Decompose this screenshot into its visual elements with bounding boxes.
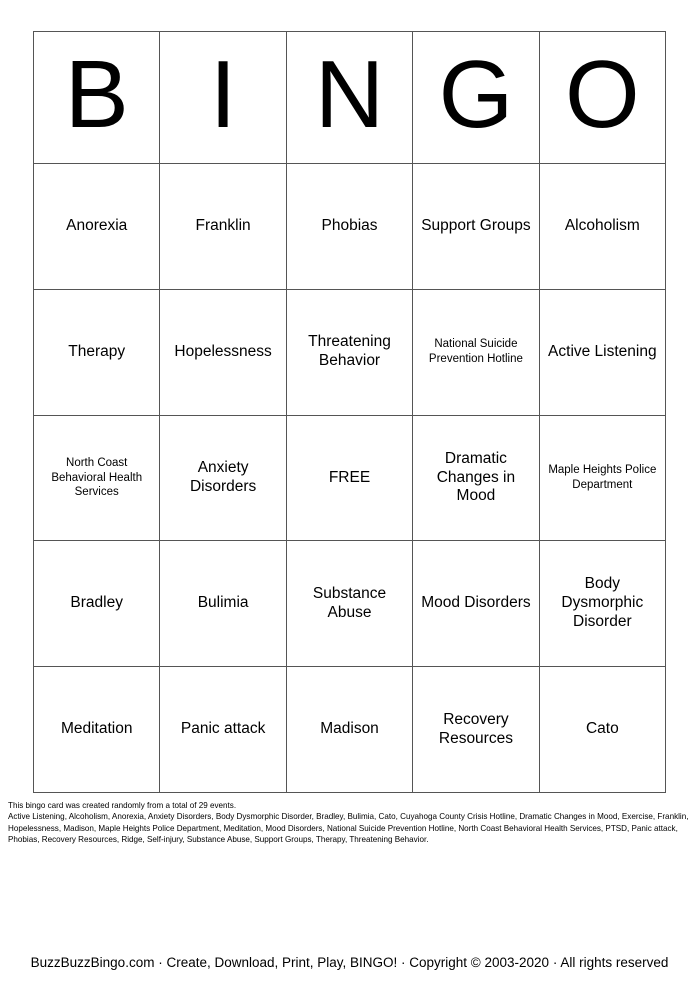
bingo-cell-label: Panic attack [180,720,266,738]
bingo-cell-o2[interactable] [540,290,666,416]
bingo-cell-label: Meditation [60,720,133,738]
bingo-cell-label: Therapy [68,342,126,360]
bingo-cell-b2[interactable] [34,290,160,416]
bingo-row-4 [34,541,666,667]
bingo-cell-b3[interactable] [34,416,160,542]
bingo-cell-label: Phobias [321,216,378,234]
bingo-cell-label: Anorexia [66,216,128,234]
bingo-cell-label: Active Listening [548,342,657,360]
bingo-row-3 [34,416,666,542]
bingo-cell-label: Alcoholism [564,216,640,234]
bingo-row-1 [34,164,666,290]
bingo-cell-label: Bulimia [197,594,249,612]
bingo-cell-n4[interactable] [287,541,413,667]
header-letter-i: I [160,32,286,164]
bingo-grid-body [34,164,666,793]
bingo-cell-label: Mood Disorders [421,594,531,612]
bingo-cell-label: Cato [585,720,619,738]
bingo-header-row [34,32,666,164]
bingo-cell-g3[interactable] [413,416,539,542]
bingo-card [33,31,666,793]
header-letter-n: N [287,32,413,164]
bingo-cell-label: North Coast Behavioral Health Services [51,456,143,499]
bingo-cell-label: Maple Heights Police Department [548,464,657,491]
bingo-cell-label: National Suicide Prevention Hotline [428,338,523,366]
bingo-cell-g2[interactable] [413,290,539,416]
bingo-cell-label: Franklin [195,216,251,234]
bingo-cell-i1[interactable] [160,164,286,290]
bingo-cell-i4[interactable] [160,541,286,667]
bingo-cell-label: Anxiety Disorders [189,459,257,495]
bingo-cell-i5[interactable] [160,667,286,793]
bingo-cell-n2[interactable] [287,290,413,416]
bingo-cell-b5[interactable] [34,667,160,793]
header-letter-g: G [413,32,539,164]
bingo-cell-label: Madison [320,720,379,738]
bingo-cell-b4[interactable] [34,541,160,667]
bingo-cell-label: Substance Abuse [312,584,387,621]
bingo-cell-label: Hopelessness [174,342,272,360]
bingo-cell-label: Bradley [70,594,123,612]
bingo-cell-n1[interactable] [287,164,413,290]
bingo-cell-g5[interactable] [413,667,539,793]
header-letter-b: B [34,32,160,164]
bingo-free-label: FREE [328,468,371,486]
bingo-row-2 [34,290,666,416]
header-letter-o: O [540,32,666,164]
bingo-cell-o1[interactable] [540,164,666,290]
bingo-cell-label: Threatening Behavior [308,333,391,370]
footnote-event-list: Active Listening, Alcoholism, Anorexia, Anxiety Disorders, Body Dysmorphic Disorder, Bradley, Bulimia, Cato, Cuyahoga County Crisis Hotline, Dramatic Changes in Mood, Exercise, Franklin, Hopelessness, Madison, Maple Heights Police Department, Meditation, Mood Disorders, National Suicide Prevention Hotline, North Coast Behavioral Health Services, PTSD, Panic attack, Phobias, Recovery Resources, Ridge, Self-injury, Substance Abuse, Support Groups, Therapy, Threatening Behavior. [8,812,689,845]
bingo-cell-i2[interactable] [160,290,286,416]
bingo-cell-o3[interactable] [540,416,666,542]
bingo-cell-o4[interactable] [540,541,666,667]
bingo-cell-g1[interactable] [413,164,539,290]
bingo-cell-label: Recovery Resources [438,710,513,747]
bingo-cell-b1[interactable] [34,164,160,290]
page-footer: BuzzBuzzBingo.com · Create, Download, Print, Play, BINGO! · Copyright © 2003-2020 · All rights reserved [30,955,669,970]
bingo-cell-n5[interactable] [287,667,413,793]
bingo-cell-label: Dramatic Changes in Mood [436,449,516,505]
bingo-cell-o5[interactable] [540,667,666,793]
bingo-cell-i3[interactable] [160,416,286,542]
bingo-row-5 [34,667,666,793]
footnote [8,800,692,846]
bingo-cell-label: Body Dysmorphic Disorder [561,575,644,631]
footnote-summary: This bingo card was created randomly from a total of 29 events. [8,801,237,810]
bingo-cell-g4[interactable] [413,541,539,667]
bingo-cell-label: Support Groups [421,216,531,234]
bingo-cell-free[interactable] [287,416,413,542]
